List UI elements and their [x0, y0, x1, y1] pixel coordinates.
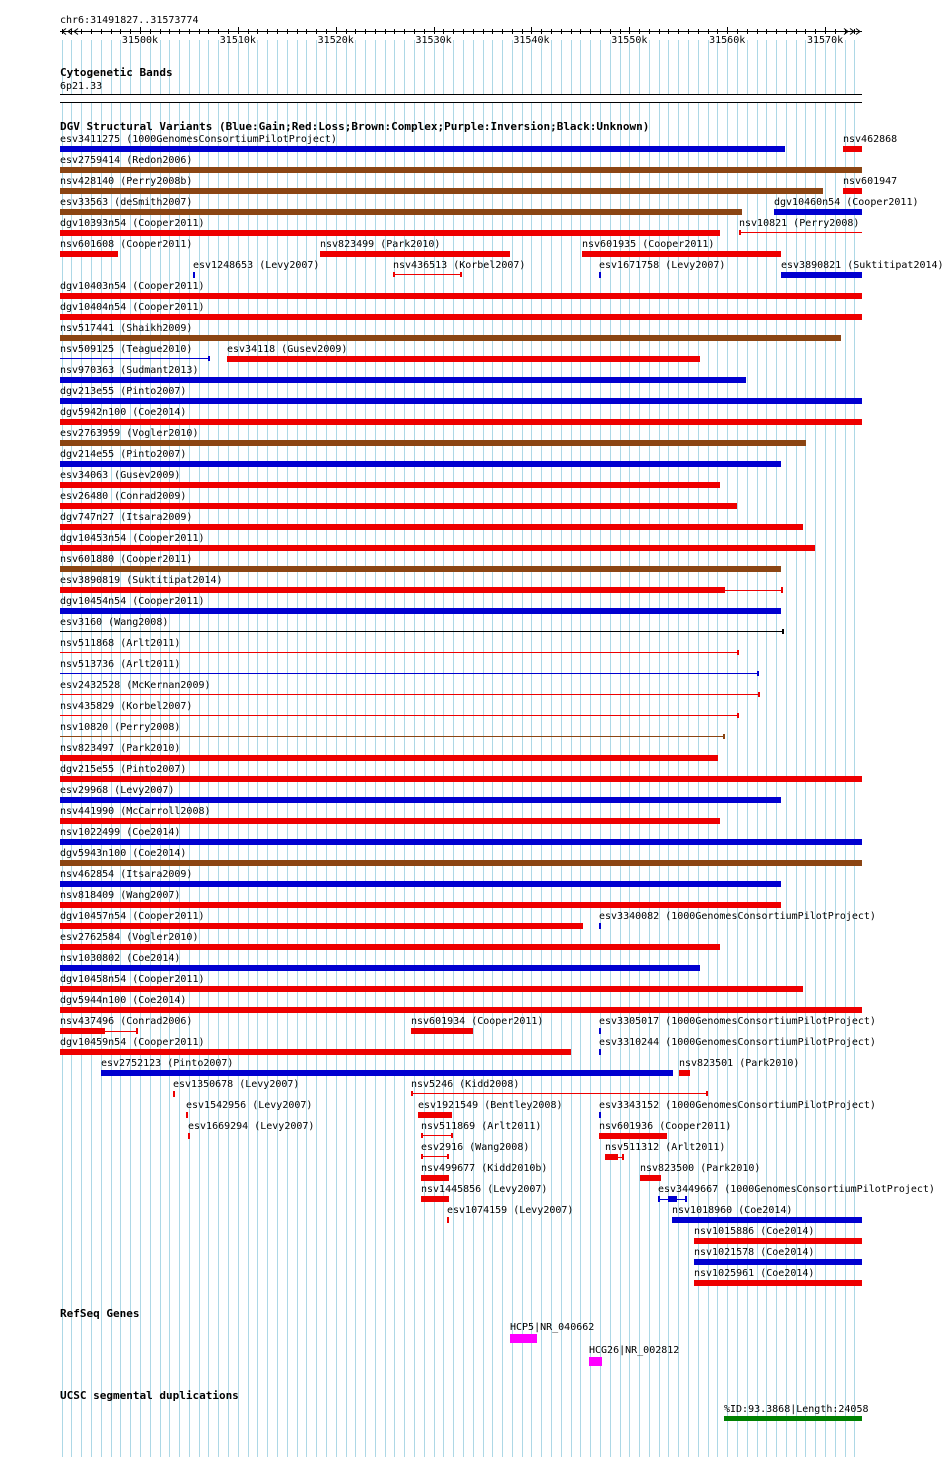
feature-label[interactable]: nsv818409 (Wang2007) [60, 890, 181, 901]
feature-label[interactable]: nsv509125 (Teague2010) [60, 344, 193, 355]
feature-label[interactable]: dgv5942n100 (Coe2014) [60, 407, 187, 418]
feature-end-cap [685, 1196, 687, 1202]
feature-label[interactable]: nsv1025961 (Coe2014) [694, 1268, 815, 1279]
feature-label[interactable]: esv3340082 (1000GenomesConsortiumPilotProject) [599, 911, 876, 922]
feature-end-cap [781, 587, 783, 593]
feature-bar [60, 944, 720, 950]
feature-bar [599, 1133, 667, 1139]
feature-bar [60, 1028, 105, 1034]
feature-bar [60, 818, 720, 824]
feature-end-cap [421, 1133, 423, 1138]
ruler-tick-label: 31570k [807, 35, 844, 46]
feature-bar [843, 146, 862, 152]
feature-bar [60, 167, 862, 173]
segdup-track-title: UCSC segmental duplications [60, 1389, 239, 1402]
feature-label[interactable]: nsv601947 [843, 176, 898, 187]
feature-label[interactable]: nsv436513 (Korbel2007) [393, 260, 526, 271]
feature-label[interactable]: esv34118 (Gusev2009) [227, 344, 348, 355]
feature-label[interactable]: esv3411275 (1000GenomesConsortiumPilotProject) [60, 134, 337, 145]
feature-bar [60, 965, 700, 971]
feature-bar [774, 209, 862, 215]
feature-label[interactable]: esv2432528 (McKernan2009) [60, 680, 211, 691]
feature-end-cap [451, 1133, 453, 1138]
feature-bar [60, 230, 720, 236]
feature-end-cap [757, 671, 759, 676]
feature-bar [193, 272, 195, 278]
feature-bar [227, 356, 700, 362]
feature-bar [60, 839, 862, 845]
feature-label[interactable]: nsv1445856 (Levy2007) [421, 1184, 548, 1195]
feature-bar [173, 1091, 175, 1097]
feature-label[interactable]: esv1671758 (Levy2007) [599, 260, 726, 271]
feature-bar [60, 776, 862, 782]
feature-label[interactable]: HCG26|NR_002812 [589, 1345, 680, 1356]
dgv-track-title: DGV Structural Variants (Blue:Gain;Red:Loss;Brown:Complex;Purple:Inversion;Black:Unknown) [60, 120, 650, 133]
feature-label[interactable]: nsv601608 (Cooper2011) [60, 239, 193, 250]
feature-bar [694, 1238, 862, 1244]
feature-label[interactable]: esv1921549 (Bentley2008) [418, 1100, 563, 1111]
feature-bar [599, 1112, 601, 1118]
feature-label[interactable]: nsv823500 (Park2010) [640, 1163, 761, 1174]
feature-end-cap [136, 1028, 138, 1034]
feature-label[interactable]: nsv1022499 (Coe2014) [60, 827, 181, 838]
feature-label[interactable]: esv3890819 (Suktitipat2014) [60, 575, 223, 586]
feature-label[interactable]: dgv747n27 (Itsara2009) [60, 512, 193, 523]
feature-line [60, 673, 759, 674]
feature-label[interactable]: nsv823497 (Park2010) [60, 743, 181, 754]
feature-label[interactable]: nsv462854 (Itsara2009) [60, 869, 193, 880]
feature-end-cap [723, 734, 725, 739]
ruler-tick-label: 31560k [709, 35, 746, 46]
feature-end-cap [411, 1091, 413, 1096]
feature-line [60, 715, 739, 716]
feature-bar [694, 1280, 862, 1286]
feature-label[interactable]: dgv10454n54 (Cooper2011) [60, 596, 205, 607]
feature-label[interactable]: nsv1015886 (Coe2014) [694, 1226, 815, 1237]
feature-label[interactable]: HCP5|NR_040662 [510, 1322, 595, 1333]
ruler-tick-label: 31530k [415, 35, 452, 46]
feature-label[interactable]: nsv601934 (Cooper2011) [411, 1016, 544, 1027]
feature-label[interactable]: esv2759414 (Redon2006) [60, 155, 193, 166]
feature-label[interactable]: esv3305017 (1000GenomesConsortiumPilotProject) [599, 1016, 876, 1027]
feature-label[interactable]: esv3890821 (Suktitipat2014) [781, 260, 944, 271]
feature-bar [60, 335, 841, 341]
feature-label[interactable]: nsv601935 (Cooper2011) [582, 239, 715, 250]
feature-label[interactable]: esv34063 (Gusev2009) [60, 470, 181, 481]
feature-extension-line [105, 1031, 137, 1032]
feature-label[interactable]: esv1248653 (Levy2007) [193, 260, 320, 271]
feature-label[interactable]: dgv10404n54 (Cooper2011) [60, 302, 205, 313]
feature-line [421, 1135, 453, 1136]
feature-label[interactable]: dgv10403n54 (Cooper2011) [60, 281, 205, 292]
feature-label[interactable]: nsv462868 [843, 134, 898, 145]
feature-end-cap [739, 230, 741, 235]
cytoband-name[interactable]: 6p21.33 [60, 81, 103, 92]
feature-label[interactable]: dgv10453n54 (Cooper2011) [60, 533, 205, 544]
feature-bar [672, 1217, 862, 1223]
feature-label[interactable]: nsv428140 (Perry2008b) [60, 176, 193, 187]
feature-line [60, 631, 784, 632]
ruler-tick-label: 31500k [121, 35, 159, 46]
feature-bar [60, 566, 781, 572]
feature-bar [679, 1070, 690, 1076]
feature-line [60, 736, 725, 737]
feature-bar [694, 1259, 862, 1265]
feature-bar [320, 251, 510, 257]
feature-label[interactable]: esv1669294 (Levy2007) [188, 1121, 315, 1132]
cytoband-track-title: Cytogenetic Bands [60, 66, 173, 79]
feature-label[interactable]: nsv441990 (McCarroll2008) [60, 806, 211, 817]
feature-label[interactable]: dgv5944n100 (Coe2014) [60, 995, 187, 1006]
feature-bar [843, 188, 862, 194]
feature-bar [589, 1357, 602, 1366]
feature-bar [60, 398, 862, 404]
feature-bar [421, 1175, 449, 1181]
feature-label[interactable]: esv3160 (Wang2008) [60, 617, 169, 628]
feature-end-cap [737, 713, 739, 718]
feature-label[interactable]: nsv437496 (Conrad2006) [60, 1016, 193, 1027]
feature-line [421, 1156, 449, 1157]
feature-bar [186, 1112, 188, 1118]
feature-label[interactable]: nsv511312 (Arlt2011) [605, 1142, 726, 1153]
ruler-tick-label: 31510k [219, 35, 256, 46]
feature-label[interactable]: dgv213e55 (Pinto2007) [60, 386, 187, 397]
feature-label[interactable]: esv29968 (Levy2007) [60, 785, 175, 796]
feature-bar [60, 314, 862, 320]
feature-bar [60, 1007, 862, 1013]
feature-end-cap [737, 650, 739, 655]
feature-label[interactable]: esv3343152 (1000GenomesConsortiumPilotProject) [599, 1100, 876, 1111]
feature-end-cap [460, 272, 462, 277]
feature-label[interactable]: nsv1018960 (Coe2014) [672, 1205, 793, 1216]
feature-label[interactable]: esv2763959 (Vogler2010) [60, 428, 199, 439]
feature-label[interactable]: esv1350678 (Levy2007) [173, 1079, 300, 1090]
feature-label[interactable]: esv3310244 (1000GenomesConsortiumPilotProject) [599, 1037, 876, 1048]
feature-bar [60, 797, 781, 803]
feature-bar [60, 419, 862, 425]
feature-label[interactable]: nsv10821 (Perry2008) [739, 218, 860, 229]
feature-bar [60, 461, 781, 467]
feature-label[interactable]: nsv435829 (Korbel2007) [60, 701, 193, 712]
feature-line [60, 694, 760, 695]
feature-bar [60, 902, 781, 908]
feature-label[interactable]: nsv5246 (Kidd2008) [411, 1079, 520, 1090]
feature-label[interactable]: esv26480 (Conrad2009) [60, 491, 187, 502]
feature-label[interactable]: nsv601880 (Cooper2011) [60, 554, 193, 565]
feature-label[interactable]: dgv5943n100 (Coe2014) [60, 848, 187, 859]
feature-label[interactable]: nsv511869 (Arlt2011) [421, 1121, 542, 1132]
feature-label[interactable]: dgv215e55 (Pinto2007) [60, 764, 187, 775]
feature-label[interactable]: dgv10459n54 (Cooper2011) [60, 1037, 205, 1048]
feature-label[interactable]: dgv10458n54 (Cooper2011) [60, 974, 205, 985]
feature-bar [60, 377, 746, 383]
feature-end-cap [622, 1154, 624, 1160]
feature-bar [60, 755, 718, 761]
feature-bar [60, 860, 862, 866]
feature-bar [599, 1049, 601, 1055]
feature-line [411, 1093, 708, 1094]
feature-label[interactable]: esv2762584 (Vogler2010) [60, 932, 199, 943]
feature-bar [781, 272, 862, 278]
feature-bar [599, 1028, 601, 1034]
feature-bar [60, 503, 737, 509]
feature-label[interactable]: dgv10457n54 (Cooper2011) [60, 911, 205, 922]
feature-end-cap [706, 1091, 708, 1096]
feature-label[interactable]: nsv517441 (Shaikh2009) [60, 323, 193, 334]
feature-bar [60, 251, 118, 257]
feature-label[interactable]: %ID:93.3868|Length:24058 [724, 1404, 869, 1415]
feature-extension-line [725, 590, 782, 591]
feature-bar [60, 545, 815, 551]
feature-end-cap [758, 692, 760, 697]
feature-line [60, 358, 210, 359]
feature-label[interactable]: esv3449667 (1000GenomesConsortiumPilotProject) [658, 1184, 935, 1195]
feature-bar [60, 482, 720, 488]
feature-label[interactable]: dgv10393n54 (Cooper2011) [60, 218, 205, 229]
feature-bar [60, 1049, 571, 1055]
feature-end-cap [658, 1196, 660, 1202]
feature-bar [640, 1175, 661, 1181]
feature-label[interactable]: nsv511868 (Arlt2011) [60, 638, 181, 649]
feature-bar [599, 272, 601, 278]
feature-bar [418, 1112, 452, 1118]
feature-label[interactable]: nsv1030802 (Coe2014) [60, 953, 181, 964]
feature-end-cap [208, 356, 210, 361]
feature-bar [605, 1154, 618, 1160]
feature-bar [599, 923, 601, 929]
feature-label[interactable]: esv33563 (deSmith2007) [60, 197, 193, 208]
feature-label[interactable]: nsv513736 (Arlt2011) [60, 659, 181, 670]
feature-label[interactable]: nsv1021578 (Coe2014) [694, 1247, 815, 1258]
feature-bar [60, 881, 781, 887]
feature-bar [724, 1416, 862, 1421]
feature-bar [60, 146, 785, 152]
feature-label[interactable]: nsv10820 (Perry2008) [60, 722, 181, 733]
feature-label[interactable]: esv1074159 (Levy2007) [447, 1205, 574, 1216]
feature-bar [582, 251, 781, 257]
feature-end-cap [421, 1154, 423, 1159]
feature-bar [60, 440, 806, 446]
feature-bar [101, 1070, 673, 1076]
feature-bar [60, 209, 742, 215]
cytoband-bar[interactable] [60, 94, 862, 103]
feature-bar [447, 1217, 449, 1223]
feature-label[interactable]: nsv499677 (Kidd2010b) [421, 1163, 548, 1174]
feature-bar [668, 1196, 677, 1202]
feature-bar [60, 923, 583, 929]
feature-bar [411, 1028, 473, 1034]
feature-bar [60, 188, 823, 194]
feature-label[interactable]: esv2752123 (Pinto2007) [101, 1058, 234, 1069]
ruler-tick-label: 31540k [513, 35, 550, 46]
position-label: chr6:31491827..31573774 [60, 15, 199, 26]
feature-bar [60, 587, 725, 593]
feature-bar [60, 986, 803, 992]
ruler-tick-label: 31550k [611, 35, 648, 46]
feature-label[interactable]: esv1542956 (Levy2007) [186, 1100, 313, 1111]
feature-bar [60, 293, 862, 299]
feature-line [739, 232, 862, 233]
feature-bar [188, 1133, 190, 1139]
feature-label[interactable]: nsv970363 (Sudmant2013) [60, 365, 199, 376]
feature-bar [60, 608, 781, 614]
feature-label[interactable]: nsv823499 (Park2010) [320, 239, 441, 250]
feature-label[interactable]: dgv10460n54 (Cooper2011) [774, 197, 919, 208]
feature-label[interactable]: esv2916 (Wang2008) [421, 1142, 530, 1153]
feature-bar [510, 1334, 537, 1343]
refseq-track-title: RefSeq Genes [60, 1307, 140, 1320]
feature-bar [421, 1196, 449, 1202]
feature-line [393, 274, 462, 275]
feature-label[interactable]: nsv601936 (Cooper2011) [599, 1121, 732, 1132]
feature-bar [60, 524, 803, 530]
feature-label[interactable]: nsv823501 (Park2010) [679, 1058, 800, 1069]
feature-end-cap [447, 1154, 449, 1159]
feature-end-cap [393, 272, 395, 277]
feature-end-cap [782, 629, 784, 634]
feature-label[interactable]: dgv214e55 (Pinto2007) [60, 449, 187, 460]
ruler-tick-label: 31520k [317, 35, 354, 46]
feature-line [60, 652, 739, 653]
